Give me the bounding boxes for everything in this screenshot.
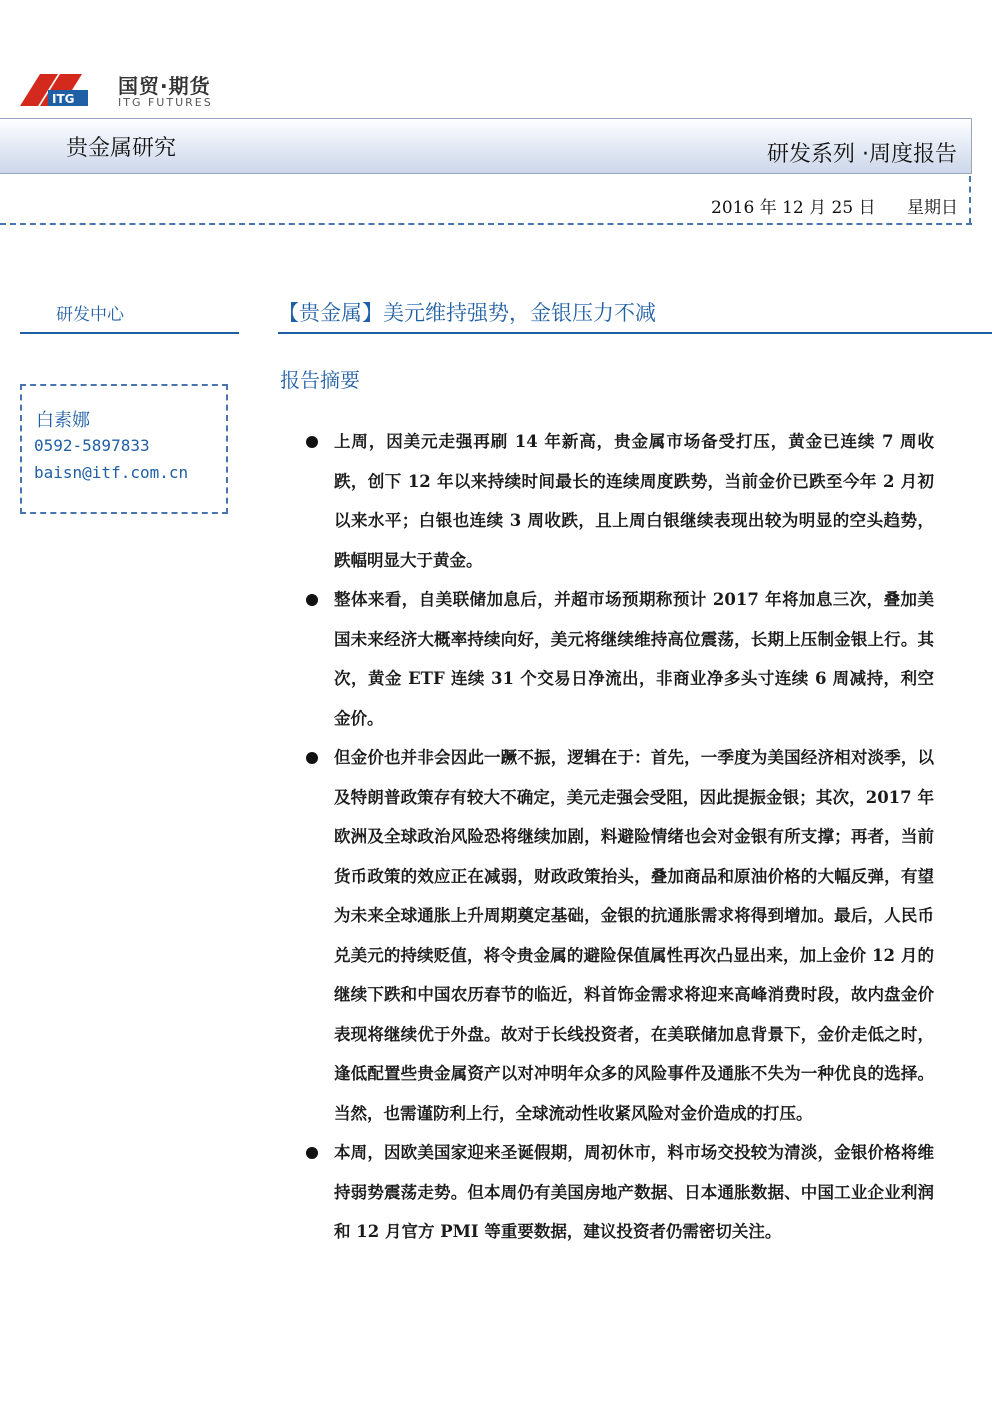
department-rule [20,332,239,334]
report-date-row [685,193,958,218]
summary-item-text: 整体来看，自美联储加息后，并超市场预期称预计 2017 年将加息三次，叠加美国未来经济大概率持续向好，美元将继续维持高位震荡，长期上压制金银上行。其次，黄金 ETF 连续 31 个交易日净流出，非商业净多头寸连续 6 周减持，利空金价。 [334,590,934,728]
summary-item [302,1133,934,1252]
header-dashed-rule [0,223,972,225]
author-name: 白素娜 [36,410,90,431]
bullet-icon [306,1147,318,1159]
summary-item [302,580,934,738]
summary-list [302,422,934,1252]
author-email[interactable]: baisn@itf.com.cn [34,463,189,482]
header-band [0,118,972,174]
report-title-rule [278,332,992,334]
company-logo [18,66,218,112]
logo-name-en: ITG FUTURES [118,96,213,109]
report-date: 2016 年 12 月 25 日 [711,198,876,218]
summary-item [302,738,934,1133]
bullet-icon [306,594,318,606]
summary-item [302,422,934,580]
summary-heading: 报告摘要 [280,368,360,392]
author-box [20,384,228,514]
bullet-icon [306,436,318,448]
bullet-icon [306,752,318,764]
header-series: 研发系列 ·周度报告 [767,142,957,167]
report-weekday: 星期日 [907,198,958,218]
logo-name-cn: 国贸·期货 [118,74,211,98]
svg-text:ITG: ITG [52,92,75,106]
summary-item-text: 但金价也并非会因此一蹶不振，逻辑在于：首先，一季度为美国经济相对淡季，以及特朗普政策存有较大不确定，美元走强会受阻，因此提振金银；其次，2017 年欧洲及全球政治风险恐将继续加剧，料避险情绪也会对金银有所支撑；再者，当前货币政策的效应正在减弱，财政政策抬头，叠加商品和原油价格的大幅反弹，有望为未来全球通胀上升周期奠定基础，金银的抗通胀需求将得到增加。最后，人民币兑美元的持续贬值，将令贵金属的避险保值属性再次凸显出来，加上金价 12 月的继续下跌和中国农历春节的临近，料首饰金需求将迎来高峰消费时段，故内盘金价表现将继续优于外盘。故对于长线投资者，在美联储加息背景下，金价走低之时，逢低配置些贵金属资产以对冲明年众多的风险事件及通胀不失为一种优良的选择。当然，也需谨防利上行，全球流动性收紧风险对金价造成的打压。 [334,748,934,1123]
department-label: 研发中心 [56,305,124,325]
header-title: 贵金属研究 [66,136,177,161]
summary-item-text: 上周，因美元走强再刷 14 年新高，贵金属市场备受打压，黄金已连续 7 周收跌，创下 12 年以来持续时间最长的连续周度跌势，当前金价已跌至今年 2 月初以来水平；白银也连续 3 周收跌，且上周白银继续表现出较为明显的空头趋势，跌幅明显大于黄金。 [334,432,934,570]
itg-logo-icon [18,66,114,112]
date-divider [969,176,971,224]
summary-item-text: 本周，因欧美国家迎来圣诞假期，周初休市，料市场交投较为清淡，金银价格将维持弱势震荡走势。但本周仍有美国房地产数据、日本通胀数据、中国工业企业利润和 12 月官方 PMI 等重要数据，建议投资者仍需密切关注。 [334,1143,934,1241]
report-title: 【贵金属】美元维持强势，金银压力不减 [278,301,656,325]
author-phone: 0592-5897833 [34,436,150,455]
